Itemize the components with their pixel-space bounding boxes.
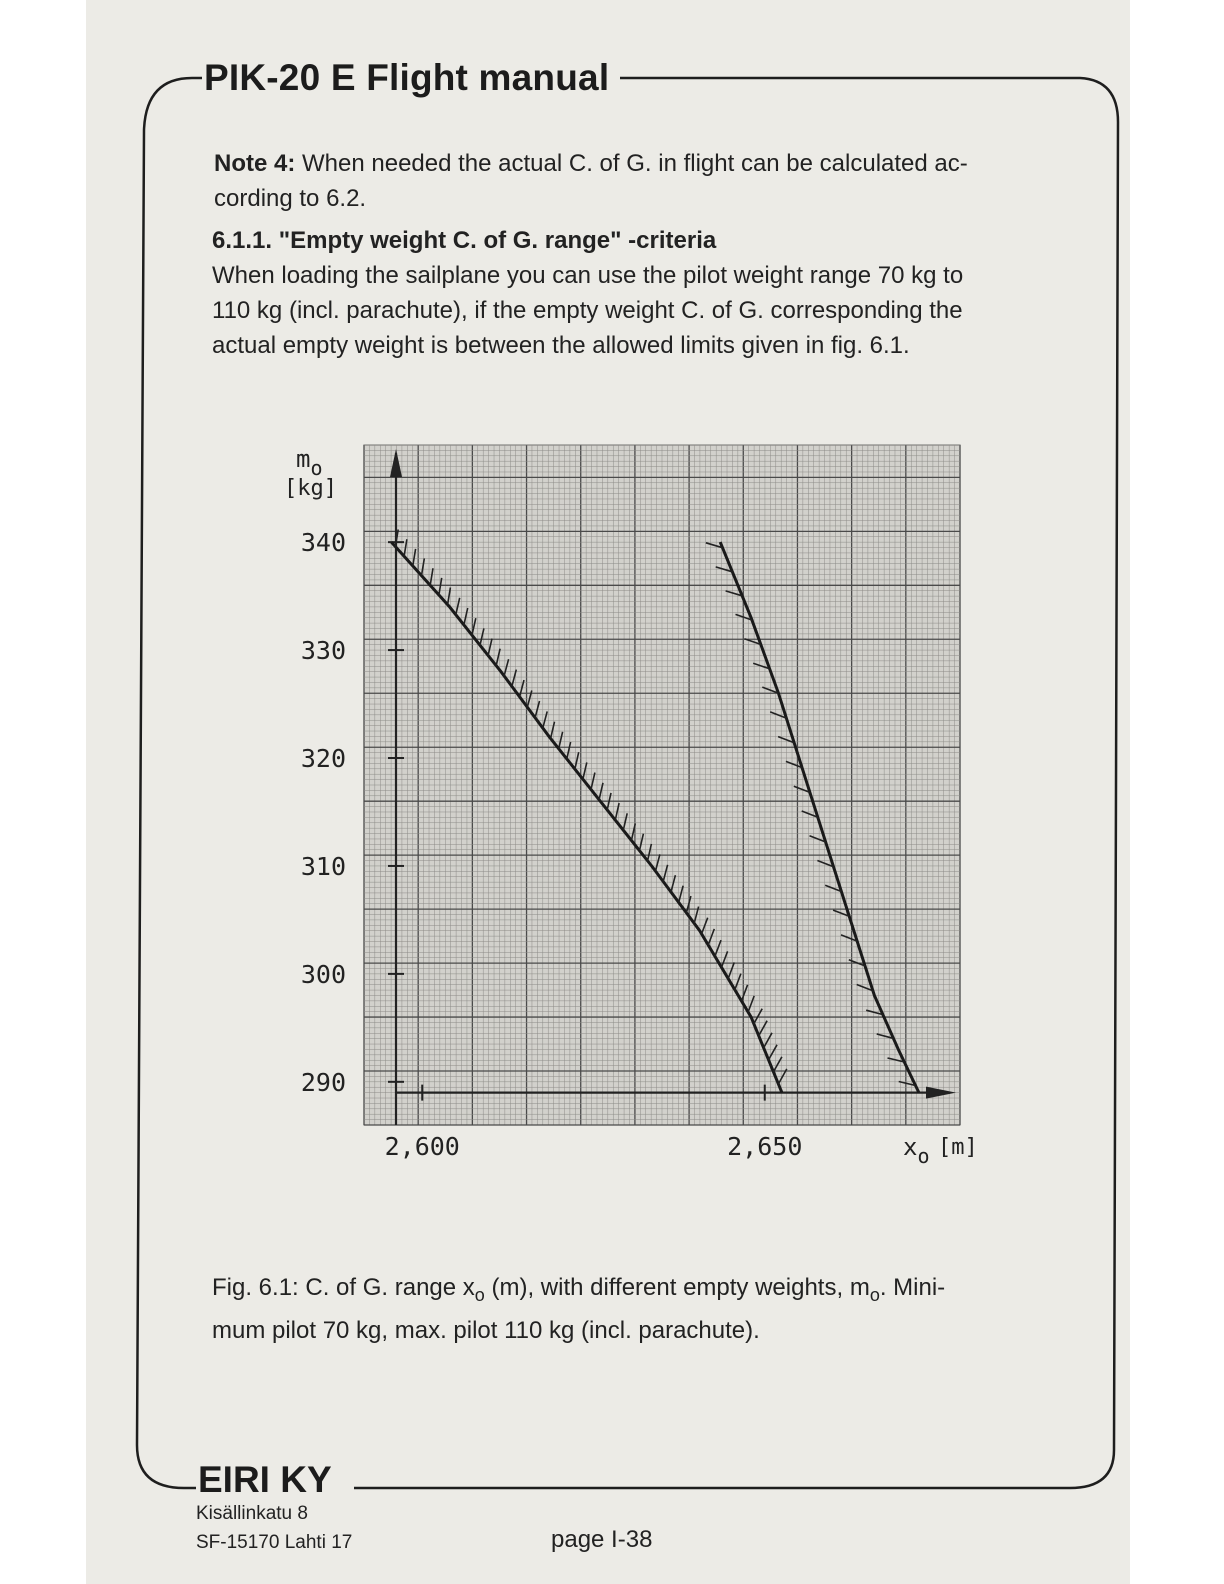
y-tick-label: 310 [300, 851, 346, 881]
section-line: 110 kg (incl. parachute), if the empty weight C. of G. corresponding the [212, 297, 963, 324]
caption-line-1: Fig. 6.1: C. of G. range $x_o$ (m), with different empty weights, $m_o$. Mini- [212, 1274, 946, 1305]
company-name: EIRI KY [196, 1458, 338, 1502]
y-axis-unit: [kg] [284, 476, 337, 501]
y-tick-label: 340 [300, 528, 346, 558]
section-line: When loading the sailplane you can use the pilot weight range 70 kg to [212, 262, 964, 289]
section-line: actual empty weight is between the allowed limits given in fig. 6.1. [212, 332, 910, 359]
y-axis-symbol: $m_o$ [296, 445, 323, 480]
note-text-continued: cording to 6.2. [214, 185, 367, 212]
x-axis-unit: [m] [938, 1135, 978, 1160]
y-tick-label: 330 [300, 636, 346, 666]
y-tick-label: 320 [300, 744, 346, 774]
x-tick-label: 2,650 [727, 1132, 803, 1161]
y-tick-label: 300 [300, 959, 346, 989]
caption-line-2: mum pilot 70 kg, max. pilot 110 kg (incl. parachute). [212, 1316, 760, 1344]
section-heading: 6.1.1. "Empty weight C. of G. range" -criteria [212, 227, 717, 254]
note-label: Note 4: [214, 150, 296, 177]
note-text: When needed the actual C. of G. in flight can be calculated ac- [302, 150, 968, 177]
company-street: Kisällinkatu 8 [196, 1503, 308, 1524]
figure-caption [212, 1270, 1052, 1349]
x-tick-label: 2,600 [384, 1132, 460, 1161]
y-tick-label: 290 [300, 1067, 346, 1097]
chart-grid [364, 445, 960, 1125]
page-number: page I-38 [551, 1526, 653, 1553]
company-city: SF-15170 Lahti 17 [196, 1532, 353, 1553]
x-axis-symbol: $x_o$ [903, 1133, 930, 1168]
page-title: PIK-20 E Flight manual [202, 56, 613, 100]
